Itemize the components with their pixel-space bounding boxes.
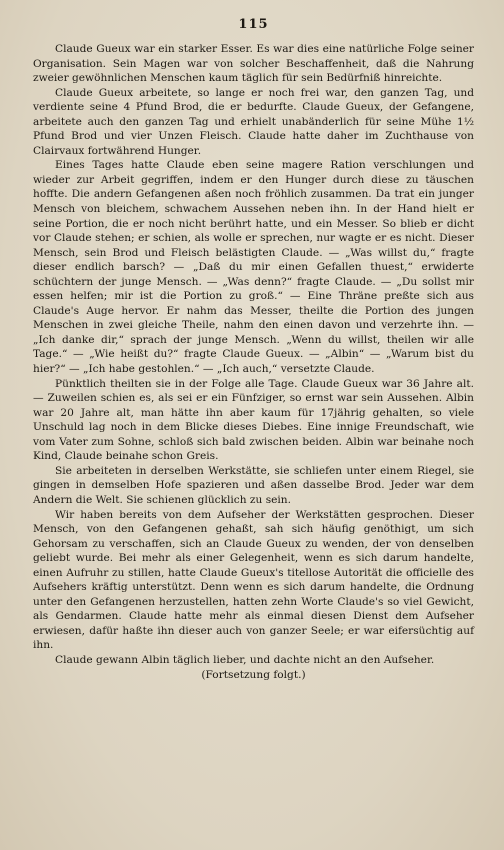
continuation-note: (Fortsetzung folgt.) [201, 668, 306, 681]
body-text [33, 42, 474, 668]
paragraph: Wir haben bereits von dem Aufseher der Werkstätten gesprochen. Dieser Mensch, von den Gefangenen gehaßt, sah sich häufig genöthigt, um sich Gehorsam zu verschaffen, sich an Claude Gueux zu wenden, der von denselben geliebt wurde. Bei mehr als einer Gelegenheit, wenn es sich darum handelte, einen Aufruhr zu stillen, hatte Claude Gueux's titellose Autorität die officielle des Aufsehers kräftig unterstützt. Denn wenn es sich darum handelte, die Ordnung unter den Gefangenen herzustellen, hatten zehn Worte Claude's so viel Gewicht, als Gendarmen. Claude hatte mehr als einmal diesen Dienst dem Aufseher erwiesen, dafür haßte ihn dieser auch von ganzer Seele; er war eifersüchtig auf ihn. [33, 508, 474, 652]
paragraph: Claude Gueux war ein starker Esser. Es war dies eine natürliche Folge seiner Organisation. Sein Magen war von solcher Beschaffenheit, daß die Nahrung zweier gewöhnlichen Menschen kaum täglich für sein Bedürfniß hinreichte. [33, 43, 474, 85]
paragraph: Claude Gueux arbeitete, so lange er noch frei war, den ganzen Tag, und verdiente seine 4 Pfund Brod, die er bedurfte. Claude Gueux, der Gefangene, arbeitete auch den ganzen Tag und erhielt unabänderlich für seine Mühe 1½ Pfund Brod und vier Unzen Fleisch. Claude hatte daher im Zuchthause von Clairvaux fortwährend Hunger. [33, 86, 474, 157]
paragraph: Claude gewann Albin täglich lieber, und dachte nicht an den Aufseher. [55, 653, 435, 666]
page-number: 115 [238, 17, 269, 32]
paragraph: Sie arbeiteten in derselben Werkstätte, sie schliefen unter einem Riegel, sie gingen in demselben Hofe spazieren und aßen dasselbe Brod. Jeder war dem Andern die Welt. Sie schienen glücklich zu sein. [33, 464, 474, 506]
paragraph: Eines Tages hatte Claude eben seine magere Ration verschlungen und wieder zur Arbeit gegriffen, indem er den Hunger durch diese zu täuschen hoffte. Die andern Gefangenen aßen noch fröhlich zusammen. Da trat ein junger Mensch von bleichem, schwachem Aussehen neben ihn. In der Hand hielt er seine Portion, die er noch nicht berührt hatte, und ein Messer. So blieb er dicht vor Claude stehen; er schien, als wolle er sprechen, nur wagte er es nicht. Dieser Mensch, sein Brod und Fleisch belästigten Claude. — „Was willst du,“ fragte dieser endlich barsch? — „Daß du mir einen Gefallen thuest,“ erwiderte schüchtern der junge Mensch. — „Was denn?“ fragte Claude. — „Du sollst mir essen helfen; mir ist die Portion zu groß.“ — Eine Thräne preßte sich aus Claude's Auge hervor. Er nahm das Messer, theilte die Portion des jungen Menschen in zwei gleiche Theile, nahm den einen davon und verzehrte ihn. — „Ich danke dir,“ sprach der junge Mensch. „Wenn du willst, theilen wir alle Tage.“ — „Wie heißt du?“ fragte Claude Gueux. — „Albin“ — „Warum bist du hier?“ — „Ich habe gestohlen.“ — „Ich auch,“ versetzte Claude. [33, 159, 474, 376]
paragraph: Pünktlich theilten sie in der Folge alle Tage. Claude Gueux war 36 Jahre alt. — Zuweilen schien es, als sei er ein Fünfziger, so ernst war sein Aussehen. Albin war 20 Jahre alt, man hätte ihn aber kaum für 17jährig gehalten, so viele Unschuld lag noch in dem Blicke dieses Diebes. Eine innige Freundschaft, wie vom Vater zum Sohne, schloß sich bald zwischen beiden. Albin war beinahe noch Kind, Claude beinahe schon Greis. [33, 377, 474, 463]
